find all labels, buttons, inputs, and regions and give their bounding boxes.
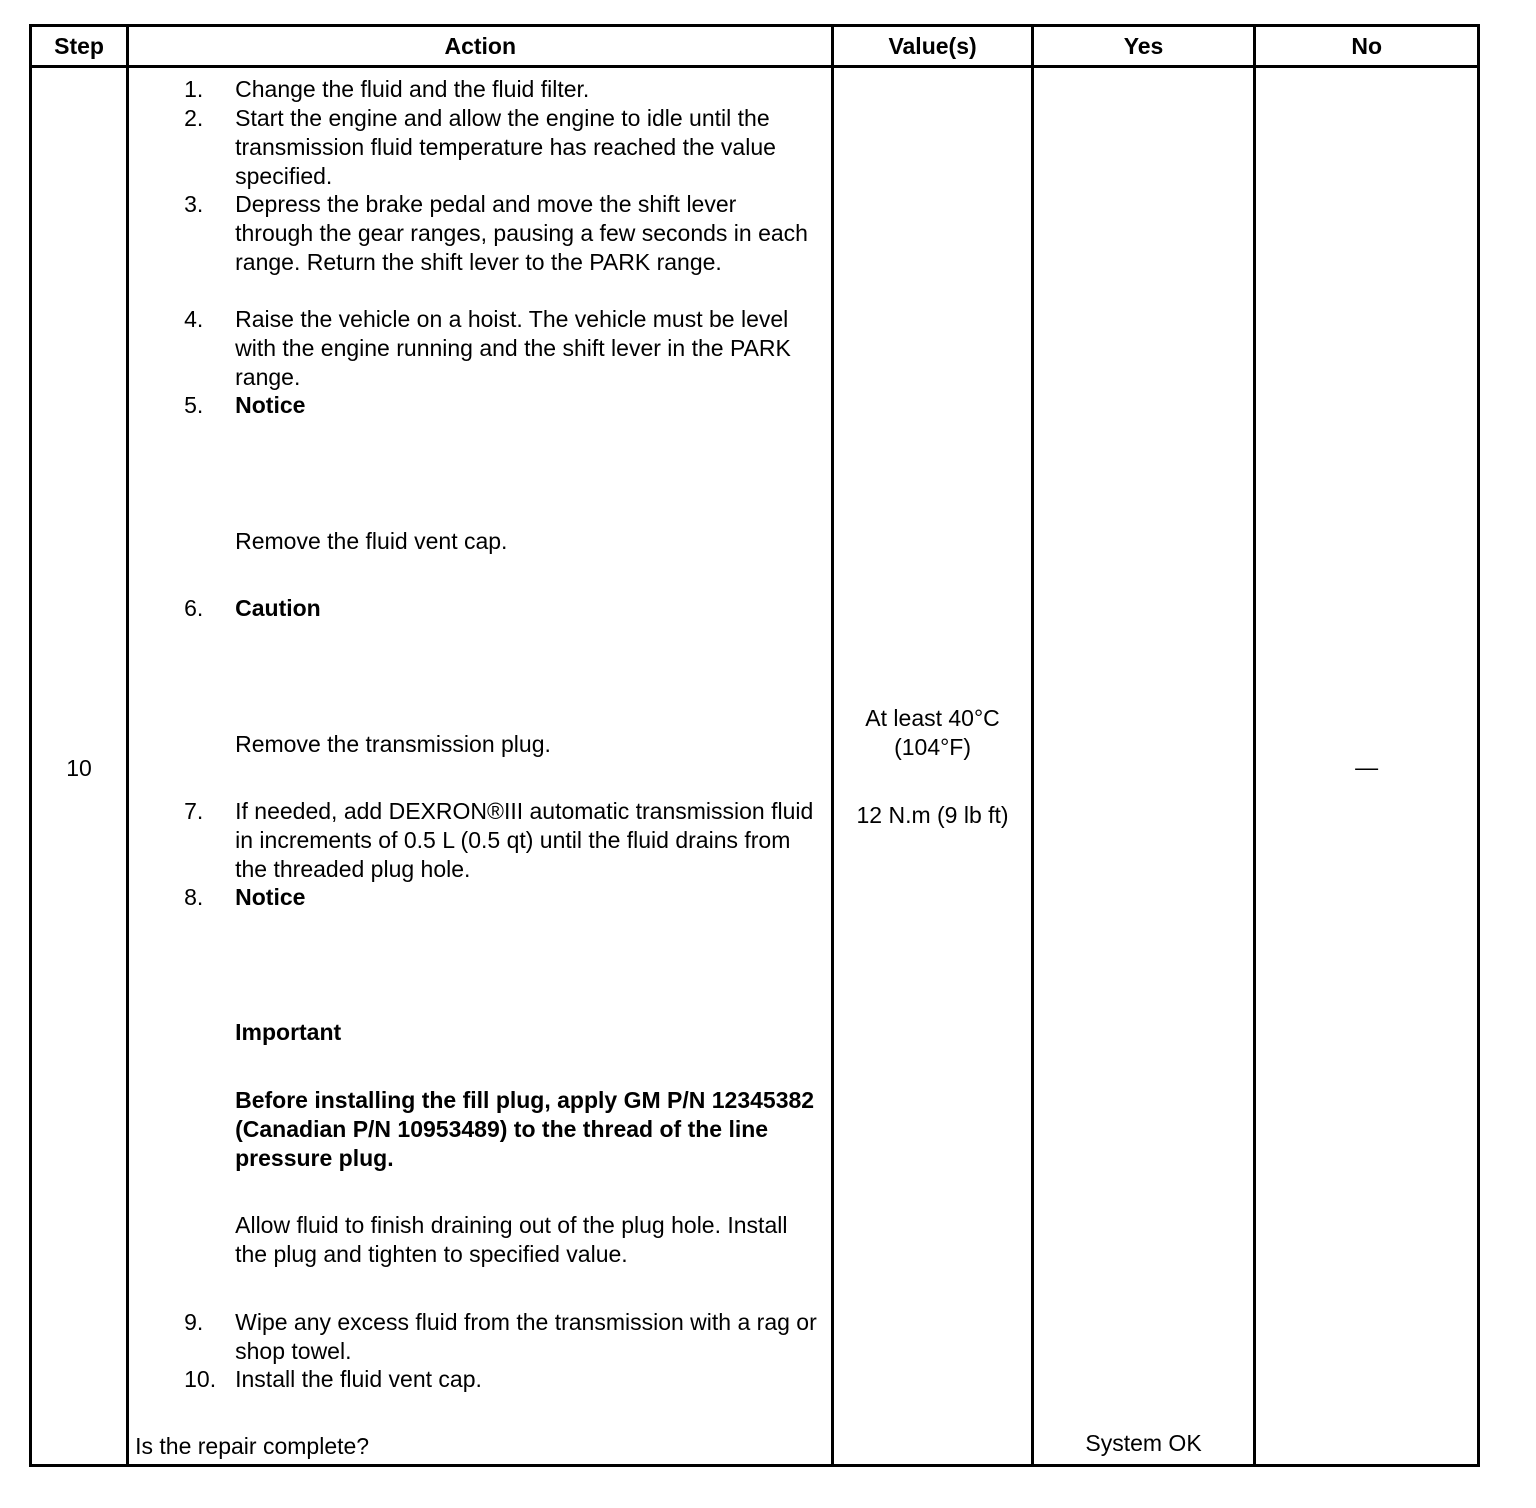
yes-cell [1032,67,1255,1466]
header-step: Step [31,26,128,67]
action-8-text: Allow fluid to finish draining out of the plug hole. Install the plug and tighten to specified value. [235,1212,788,1267]
yes-result: System OK [1085,1430,1202,1456]
action-8-important-label: Important [235,1019,342,1045]
action-8-number: 8. [184,884,204,910]
header-yes: Yes [1032,26,1255,67]
repair-complete-question: Is the repair complete? [135,1433,370,1459]
action-7-number: 7. [184,798,204,824]
header-action: Action [128,26,833,67]
diagnostic-table [29,24,1480,1467]
header-no: No [1255,26,1479,67]
action-3-number: 3. [184,191,204,217]
step-cell [31,67,128,1466]
table-row [31,67,1479,1466]
action-6-number: 6. [184,595,204,621]
action-9-text: Wipe any excess fluid from the transmission with a rag or shop towel. [235,1309,817,1364]
action-6-caution-label: Caution [235,595,321,621]
action-5-notice-label: Notice [235,392,306,418]
action-7-text: If needed, add DEXRON®III automatic transmission fluid in increments of 0.5 L (0.5 qt) until the fluid drains from the threaded plug hole. [235,798,814,882]
action-2-text: Start the engine and allow the engine to idle until the transmission fluid temperature has reached the value specified. [235,105,776,189]
action-5-number: 5. [184,392,204,418]
torque-value: 12 N.m (9 lb ft) [856,802,1009,828]
no-cell [1255,67,1479,1466]
header-row [31,26,1479,67]
action-10-number: 10. [184,1366,217,1392]
action-9-number: 9. [184,1309,204,1335]
action-10-text: Install the fluid vent cap. [235,1366,482,1392]
header-values: Value(s) [833,26,1032,67]
step-number: 10 [66,755,92,781]
action-2-number: 2. [184,105,204,131]
action-6-text: Remove the transmission plug. [235,731,551,757]
temperature-value-fahrenheit: (104°F) [894,734,972,760]
temperature-value: At least 40°C [865,705,1000,731]
action-5-text: Remove the fluid vent cap. [235,528,508,554]
action-3-text: Depress the brake pedal and move the shift lever through the gear ranges, pausing a few seconds in each range. Return the shift lever to the PARK range. [235,191,808,275]
action-8-notice-label: Notice [235,884,306,910]
action-8-important-text: Before installing the fill plug, apply GM P/N 12345382 (Canadian P/N 10953489) to the thread of the line pressure plug. [235,1087,815,1171]
action-cell [128,67,833,1466]
action-4-number: 4. [184,306,204,332]
no-result: — [1355,754,1379,780]
action-1-text: Change the fluid and the fluid filter. [235,76,590,102]
action-4-text: Raise the vehicle on a hoist. The vehicle must be level with the engine running and the shift lever in the PARK range. [235,306,791,390]
values-cell [833,67,1032,1466]
values-block [834,704,1030,830]
action-1-number: 1. [184,76,204,102]
